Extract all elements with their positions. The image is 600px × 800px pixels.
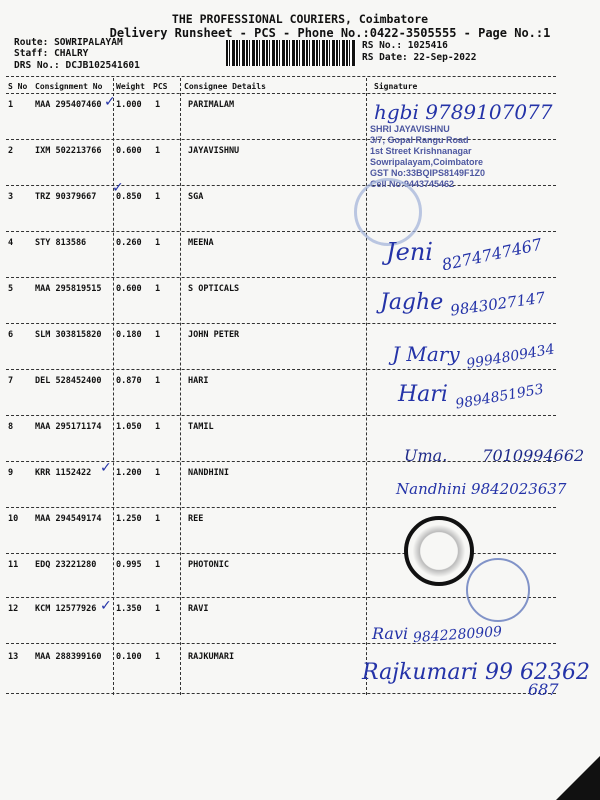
cell-consignee: RAJKUMARI [188, 652, 235, 662]
cell-sno: 11 [8, 560, 19, 570]
cell-weight: 0.995 [116, 560, 142, 570]
cell-weight: 0.600 [116, 284, 142, 294]
sig-scribble: Jeni [386, 238, 433, 266]
cell-pcs: 1 [155, 560, 161, 570]
drs-label: DRS No.: [14, 60, 60, 71]
round-seal [354, 178, 422, 246]
cell-pcs: 1 [155, 238, 161, 248]
rs-date-value: 22-Sep-2022 [413, 52, 477, 63]
check-mark-icon: ✓ [100, 460, 112, 476]
cell-consignee: NANDHINI [188, 468, 229, 478]
cell-pcs: 1 [155, 100, 161, 110]
col-pcs: PCS [153, 82, 168, 91]
sig-scribble: Jaghe [380, 290, 444, 315]
signature-row-5 [380, 288, 547, 320]
route-value: SOWRIPALAYAM [54, 37, 123, 48]
handwritten-phone-cont: 687 [528, 680, 559, 699]
cell-sno: 3 [8, 192, 14, 202]
round-seal [466, 558, 530, 622]
rs-date-line [362, 52, 476, 63]
cell-weight: 1.200 [116, 468, 142, 478]
sig-scribble: J Mary [392, 342, 460, 366]
header-rule-bottom [6, 93, 556, 94]
cell-consignee: PHOTONIC [188, 560, 229, 570]
cell-sno: 5 [8, 284, 14, 294]
route-line [14, 37, 123, 48]
sig-scribble: Nandhini [396, 480, 467, 498]
cell-consignment: IXM 502213766 [35, 146, 102, 156]
stamp-line: Sowripalayam,Coimbatore [370, 157, 484, 167]
cell-pcs: 1 [155, 422, 161, 432]
stamp-line: 3/7, Gopal Rangu Road [370, 135, 469, 145]
cell-pcs: 1 [155, 284, 161, 294]
cell-sno: 4 [8, 238, 14, 248]
col-consignee: Consignee Details [184, 82, 266, 91]
cell-consignee: JAYAVISHNU [188, 146, 240, 156]
cell-consignee: TAMIL [188, 422, 214, 432]
cell-pcs: 1 [155, 468, 161, 478]
header-rule-top [6, 76, 556, 77]
cell-sno: 9 [8, 468, 14, 478]
col-consignment: Consignment No [35, 82, 103, 91]
sig-scribble: Rajkumari [362, 660, 479, 685]
stamp-line: GST No:33BQIPS8149F1Z0 [370, 168, 486, 178]
signature-row-9 [396, 480, 566, 498]
handwritten-phone: 9894851953 [454, 381, 545, 413]
scan-corner-shadow [556, 756, 600, 800]
cell-weight: 1.350 [116, 604, 142, 614]
cell-pcs: 1 [155, 192, 161, 202]
cell-weight: 0.100 [116, 652, 142, 662]
rs-date-label: RS Date: [362, 52, 408, 63]
cell-sno: 6 [8, 330, 14, 340]
cell-weight: 0.600 [116, 146, 142, 156]
sig-scribble: Uma. [404, 446, 448, 465]
rs-no-value: 1025416 [407, 40, 448, 51]
staff-value: CHALRY [54, 48, 89, 59]
cell-consignment: MAA 294549174 [35, 514, 102, 524]
rs-no-line [362, 40, 448, 51]
check-mark-icon: ✓ [104, 94, 116, 110]
staff-label: Staff: [14, 48, 49, 59]
company-round-seal [404, 516, 474, 586]
stamp-line: 1st Street Krishnanagar [370, 146, 472, 156]
cell-consignment: STY 813586 [35, 238, 87, 248]
handwritten-phone: 99 62362 [485, 660, 591, 685]
cell-sno: 7 [8, 376, 14, 386]
col-sno: S No [8, 82, 28, 91]
check-mark-icon: ✓ [100, 598, 112, 614]
col-signature: Signature [374, 82, 418, 91]
cell-consignee: RAVI [188, 604, 209, 614]
cell-consignee: PARIMALAM [188, 100, 235, 110]
cell-sno: 1 [8, 100, 14, 110]
handwritten-phone: 8274747467 [439, 234, 544, 275]
cell-weight: 0.180 [116, 330, 142, 340]
cell-consignment: SLM 303815820 [35, 330, 102, 340]
handwritten-phone: 9994809434 [465, 341, 556, 373]
cell-consignment: MAA 295407460 [35, 100, 102, 110]
signature-row-8 [404, 446, 584, 465]
staff-line [14, 48, 88, 59]
cell-weight: 0.260 [116, 238, 142, 248]
row-rule [6, 231, 556, 232]
handwritten-phone: 7010994662 [482, 446, 585, 465]
cell-sno: 13 [8, 652, 19, 662]
route-label: Route: [14, 37, 49, 48]
cell-pcs: 1 [155, 330, 161, 340]
row-rule [6, 277, 556, 278]
handwritten-phone: 9843027147 [449, 288, 547, 320]
cell-consignment: TRZ 90379667 [35, 192, 97, 202]
cell-pcs: 1 [155, 652, 161, 662]
handwritten-phone: 9789107077 [425, 100, 553, 124]
cell-sno: 8 [8, 422, 14, 432]
cell-weight: 0.850 [116, 192, 142, 202]
cell-sno: 12 [8, 604, 19, 614]
cell-pcs: 1 [155, 146, 161, 156]
drs-value: DCJB102541601 [65, 60, 140, 71]
row-rule [6, 643, 556, 644]
runsheet-subtitle: Delivery Runsheet - PCS - Phone No.:0422-3505555 - Page No.:1 [109, 26, 551, 40]
cell-consignment: MAA 295819515 [35, 284, 102, 294]
cell-consignee: SGA [188, 192, 204, 202]
cell-sno: 2 [8, 146, 14, 156]
signature-row-12 [372, 623, 503, 647]
stamp-line: SHRI JAYAVISHNU [370, 124, 450, 134]
row-rule [6, 323, 556, 324]
signature-row-4 [386, 234, 544, 275]
cell-pcs: 1 [155, 376, 161, 386]
drs-line [14, 60, 140, 71]
cell-consignment: EDQ 23221280 [35, 560, 97, 570]
cell-consignment: MAA 295171174 [35, 422, 102, 432]
cell-consignee: HARI [188, 376, 209, 386]
signature-row-7 [398, 381, 545, 413]
cell-consignee: JOHN PETER [188, 330, 240, 340]
cell-consignment: DEL 528452400 [35, 376, 102, 386]
cell-pcs: 1 [155, 514, 161, 524]
cell-consignee: REE [188, 514, 204, 524]
check-mark-icon: ✓ [112, 180, 124, 196]
cell-pcs: 1 [155, 604, 161, 614]
signature-row-1 [374, 100, 553, 124]
sig-scribble: Ravi [372, 624, 409, 643]
signature-row-6 [392, 341, 556, 373]
row-rule [6, 415, 556, 416]
barcode [226, 40, 356, 66]
cell-weight: 1.000 [116, 100, 142, 110]
handwritten-phone: 9842280909 [412, 623, 503, 647]
row-rule [6, 507, 556, 508]
cell-consignee: S OPTICALS [188, 284, 240, 294]
handwritten-phone: 9842023637 [471, 480, 567, 498]
cell-consignment: KCM 12577926 [35, 604, 97, 614]
stamp-line: Cell No:9443745462 [370, 179, 455, 189]
cell-consignee: MEENA [188, 238, 214, 248]
row-rule [6, 693, 556, 694]
cell-weight: 0.870 [116, 376, 142, 386]
company-title: THE PROFESSIONAL COURIERS, Coimbatore [171, 12, 429, 26]
rs-no-label: RS No.: [362, 40, 403, 51]
cell-sno: 10 [8, 514, 19, 524]
cell-weight: 1.050 [116, 422, 142, 432]
cell-consignment: KRR 1152422 [35, 468, 92, 478]
sig-scribble: hgbi [374, 100, 419, 124]
col-weight: Weight [116, 82, 145, 91]
sig-scribble: Hari [398, 382, 448, 407]
cell-weight: 1.250 [116, 514, 142, 524]
cell-consignment: MAA 288399160 [35, 652, 102, 662]
